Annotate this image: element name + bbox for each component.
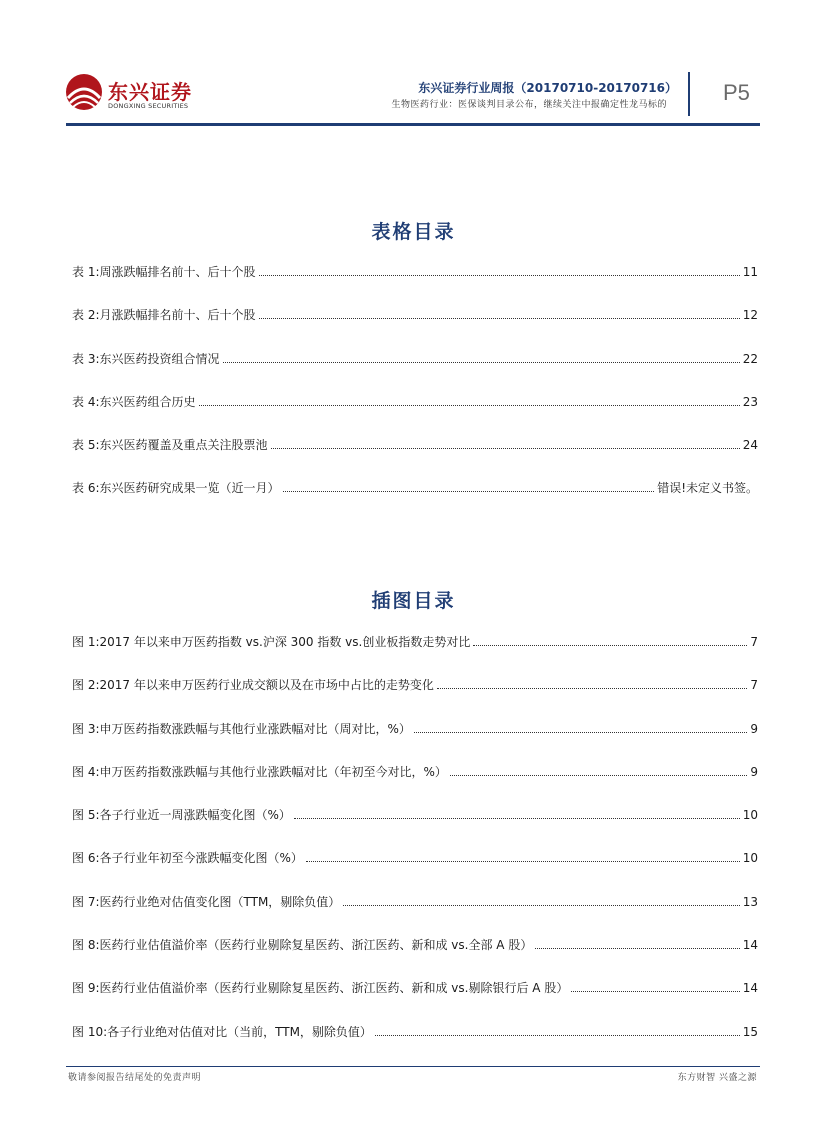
toc-entry-figure-7[interactable] — [72, 894, 758, 937]
toc-entry-page: 23 — [742, 394, 758, 409]
toc-entry-figure-3[interactable] — [72, 721, 758, 764]
toc-entry-page: 7 — [750, 678, 758, 693]
figures-toc-title: 插图目录 — [371, 590, 456, 612]
toc-entry-page: 9 — [750, 764, 758, 779]
toc-entry-figure-9[interactable] — [72, 980, 758, 1023]
toc-entry-table-3[interactable] — [72, 351, 758, 394]
toc-entry-page: 13 — [742, 894, 758, 909]
company-logo — [64, 72, 194, 116]
report-subtitle: 生物医药行业：医保谈判目录公布，继续关注中报确定性龙马标的 — [391, 100, 667, 110]
toc-leader-dots — [437, 678, 748, 689]
toc-entry-figure-4[interactable] — [72, 764, 758, 807]
toc-leader-dots — [571, 981, 739, 992]
figures-toc-list — [72, 634, 758, 1067]
header-rule — [66, 123, 760, 126]
toc-leader-dots — [294, 808, 740, 819]
toc-entry-page: 9 — [750, 721, 758, 736]
logo-chinese-name: 东兴证券 — [108, 80, 192, 104]
toc-entry-figure-2[interactable] — [72, 677, 758, 720]
toc-leader-dots — [271, 438, 740, 449]
toc-entry-figure-5[interactable] — [72, 807, 758, 850]
toc-entry-label: 表 5:东兴医药覆盖及重点关注股票池 — [72, 438, 268, 453]
toc-entry-page: 11 — [742, 265, 758, 279]
toc-entry-page: 14 — [742, 981, 758, 996]
toc-leader-dots — [375, 1025, 740, 1036]
tables-toc-list — [72, 264, 758, 524]
toc-entry-page: 22 — [742, 351, 758, 366]
toc-entry-figure-6[interactable] — [72, 850, 758, 893]
toc-entry-figure-10[interactable] — [72, 1024, 758, 1067]
toc-entry-label: 表 1:周涨跌幅排名前十、后十个股 — [72, 265, 256, 279]
toc-entry-table-6[interactable] — [72, 480, 758, 523]
toc-leader-dots — [535, 938, 739, 949]
toc-leader-dots — [450, 765, 747, 776]
toc-entry-table-2[interactable] — [72, 307, 758, 350]
toc-entry-page: 12 — [742, 308, 758, 323]
toc-entry-figure-8[interactable] — [72, 937, 758, 980]
toc-leader-dots — [306, 851, 740, 862]
tables-toc-title: 表格目录 — [371, 221, 456, 243]
footer-disclaimer-note: 敬请参阅报告结尾处的免责声明 — [68, 1073, 202, 1083]
toc-entry-label: 图 2:2017 年以来申万医药行业成交额以及在市场中占比的走势变化 — [72, 678, 434, 693]
toc-entry-page: 15 — [742, 1024, 758, 1039]
toc-entry-label: 图 7:医药行业绝对估值变化图（TTM，剔除负值） — [72, 894, 341, 909]
toc-entry-label: 图 10:各子行业绝对估值对比（当前，TTM，剔除负值） — [72, 1024, 372, 1039]
toc-entry-label: 表 3:东兴医药投资组合情况 — [72, 351, 220, 366]
toc-entry-label: 图 1:2017 年以来申万医药指数 vs.沪深 300 指数 vs.创业板指数走势对比 — [72, 635, 471, 649]
report-title: 东兴证券行业周报（20170710-20170716） — [418, 81, 677, 95]
toc-entry-table-4[interactable] — [72, 394, 758, 437]
toc-entry-page: 10 — [742, 851, 758, 866]
toc-entry-label: 图 9:医药行业估值溢价率（医药行业剔除复星医药、浙江医药、新和成 vs.剔除银行后 A 股） — [72, 981, 569, 996]
toc-entry-label: 图 5:各子行业近一周涨跌幅变化图（%） — [72, 808, 291, 823]
toc-leader-dots — [414, 722, 747, 733]
toc-entry-label: 图 3:申万医药指数涨跌幅与其他行业涨跌幅对比（周对比，%） — [72, 721, 411, 736]
toc-entry-page: 24 — [742, 438, 758, 453]
footer-slogan: 东方财智 兴盛之源 — [677, 1073, 757, 1083]
header-divider — [688, 72, 690, 116]
toc-entry-page: 10 — [742, 808, 758, 823]
toc-entry-page: 14 — [742, 938, 758, 953]
toc-entry-page: 7 — [750, 635, 758, 649]
toc-entry-label: 图 4:申万医药指数涨跌幅与其他行业涨跌幅对比（年初至今对比，%） — [72, 764, 447, 779]
toc-leader-dots — [259, 308, 740, 319]
toc-leader-dots — [473, 635, 747, 646]
toc-entry-label: 图 8:医药行业估值溢价率（医药行业剔除复星医药、浙江医药、新和成 vs.全部 A 股） — [72, 938, 533, 953]
dongxing-logo-icon — [64, 72, 104, 112]
toc-entry-label: 表 2:月涨跌幅排名前十、后十个股 — [72, 308, 256, 323]
toc-leader-dots — [259, 265, 740, 276]
toc-entry-table-1[interactable] — [72, 264, 758, 307]
toc-leader-dots — [199, 395, 740, 406]
logo-english-name: DONGXING SECURITIES — [108, 102, 189, 110]
page-number: P5 — [723, 80, 750, 105]
toc-entry-page: 错误!未定义书签。 — [657, 481, 758, 496]
toc-entry-label: 表 4:东兴医药组合历史 — [72, 394, 196, 409]
toc-entry-label: 图 6:各子行业年初至今涨跌幅变化图（%） — [72, 851, 303, 866]
toc-leader-dots — [343, 895, 739, 906]
toc-entry-figure-1[interactable] — [72, 634, 758, 677]
toc-entry-table-5[interactable] — [72, 437, 758, 480]
toc-leader-dots — [283, 481, 655, 492]
footer-rule — [66, 1066, 760, 1067]
page-header — [0, 0, 827, 130]
toc-entry-label: 表 6:东兴医药研究成果一览（近一月） — [72, 481, 280, 496]
toc-leader-dots — [223, 352, 740, 363]
